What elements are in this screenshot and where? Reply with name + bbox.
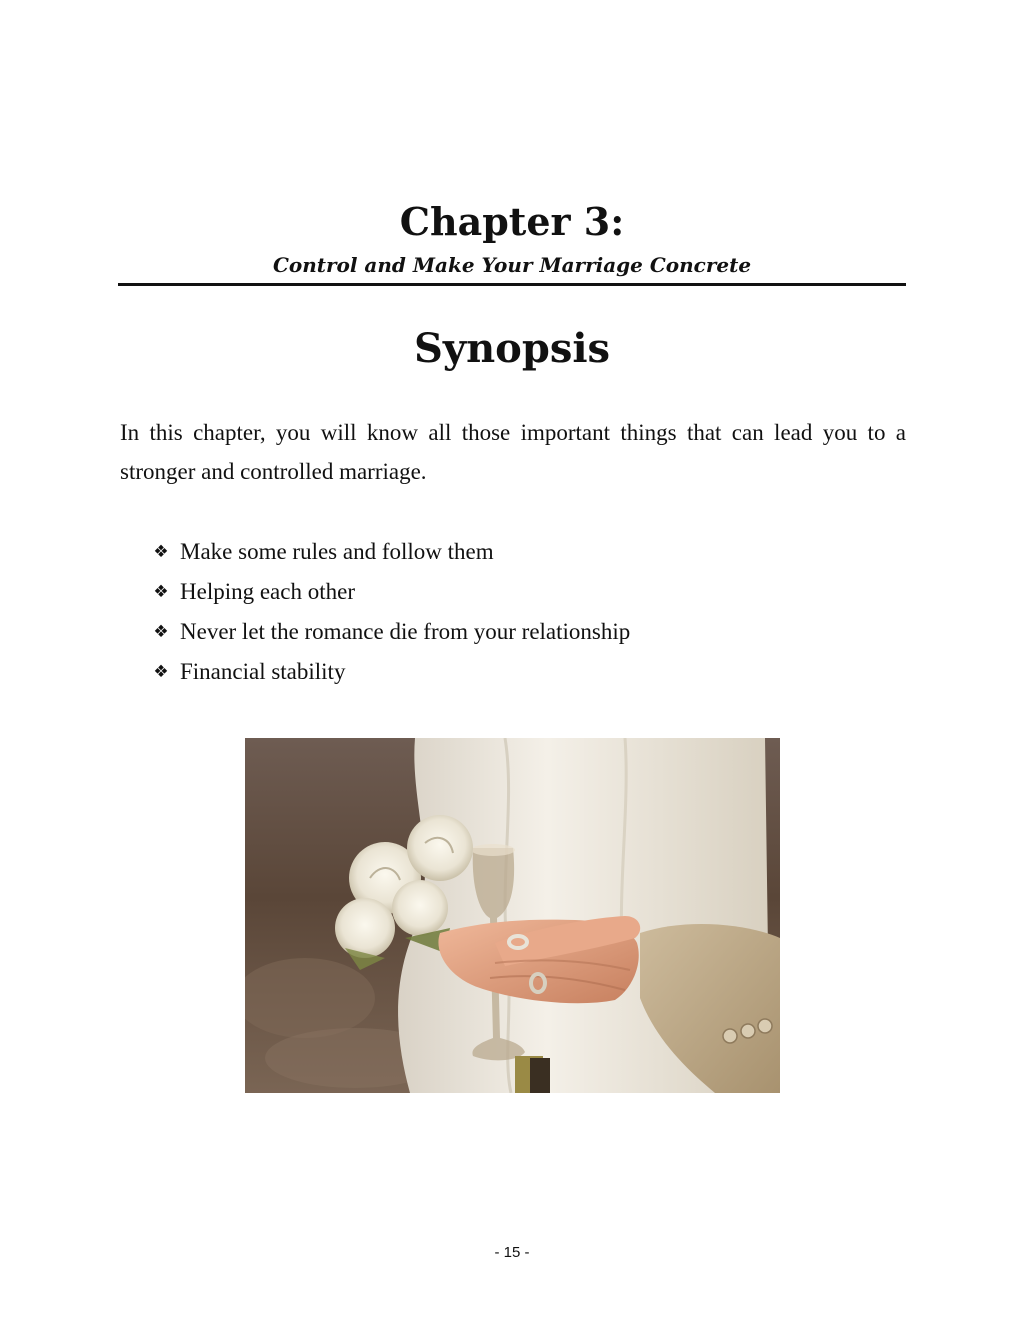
- list-item: [150, 652, 630, 692]
- list-item-text: Never let the romance die from your relationship: [180, 619, 631, 644]
- chapter-title: Chapter 3:: [399, 199, 625, 244]
- list-item-text: Helping each other: [180, 579, 355, 604]
- list-item-text: Financial stability: [180, 659, 346, 684]
- wedding-hands-with-roses-photo: [245, 738, 780, 1093]
- page-number: - 15 -: [494, 1244, 530, 1261]
- chapter-divider: [118, 283, 906, 286]
- list-item: [150, 532, 630, 572]
- four-diamond-bullet-icon: ❖: [153, 582, 169, 602]
- four-diamond-bullet-icon: ❖: [153, 662, 169, 682]
- intro-paragraph: In this chapter, you will know all those important things that can lead you to a stronger and controlled marriage.: [120, 420, 906, 484]
- chapter-subtitle: Control and Make Your Marriage Concrete: [272, 253, 752, 277]
- list-item: [150, 612, 630, 652]
- list-item-text: Make some rules and follow them: [180, 539, 494, 564]
- list-item: [150, 572, 630, 612]
- four-diamond-bullet-icon: ❖: [153, 622, 169, 642]
- bullet-list: [150, 532, 630, 692]
- four-diamond-bullet-icon: ❖: [153, 542, 169, 562]
- section-heading: Synopsis: [413, 325, 611, 372]
